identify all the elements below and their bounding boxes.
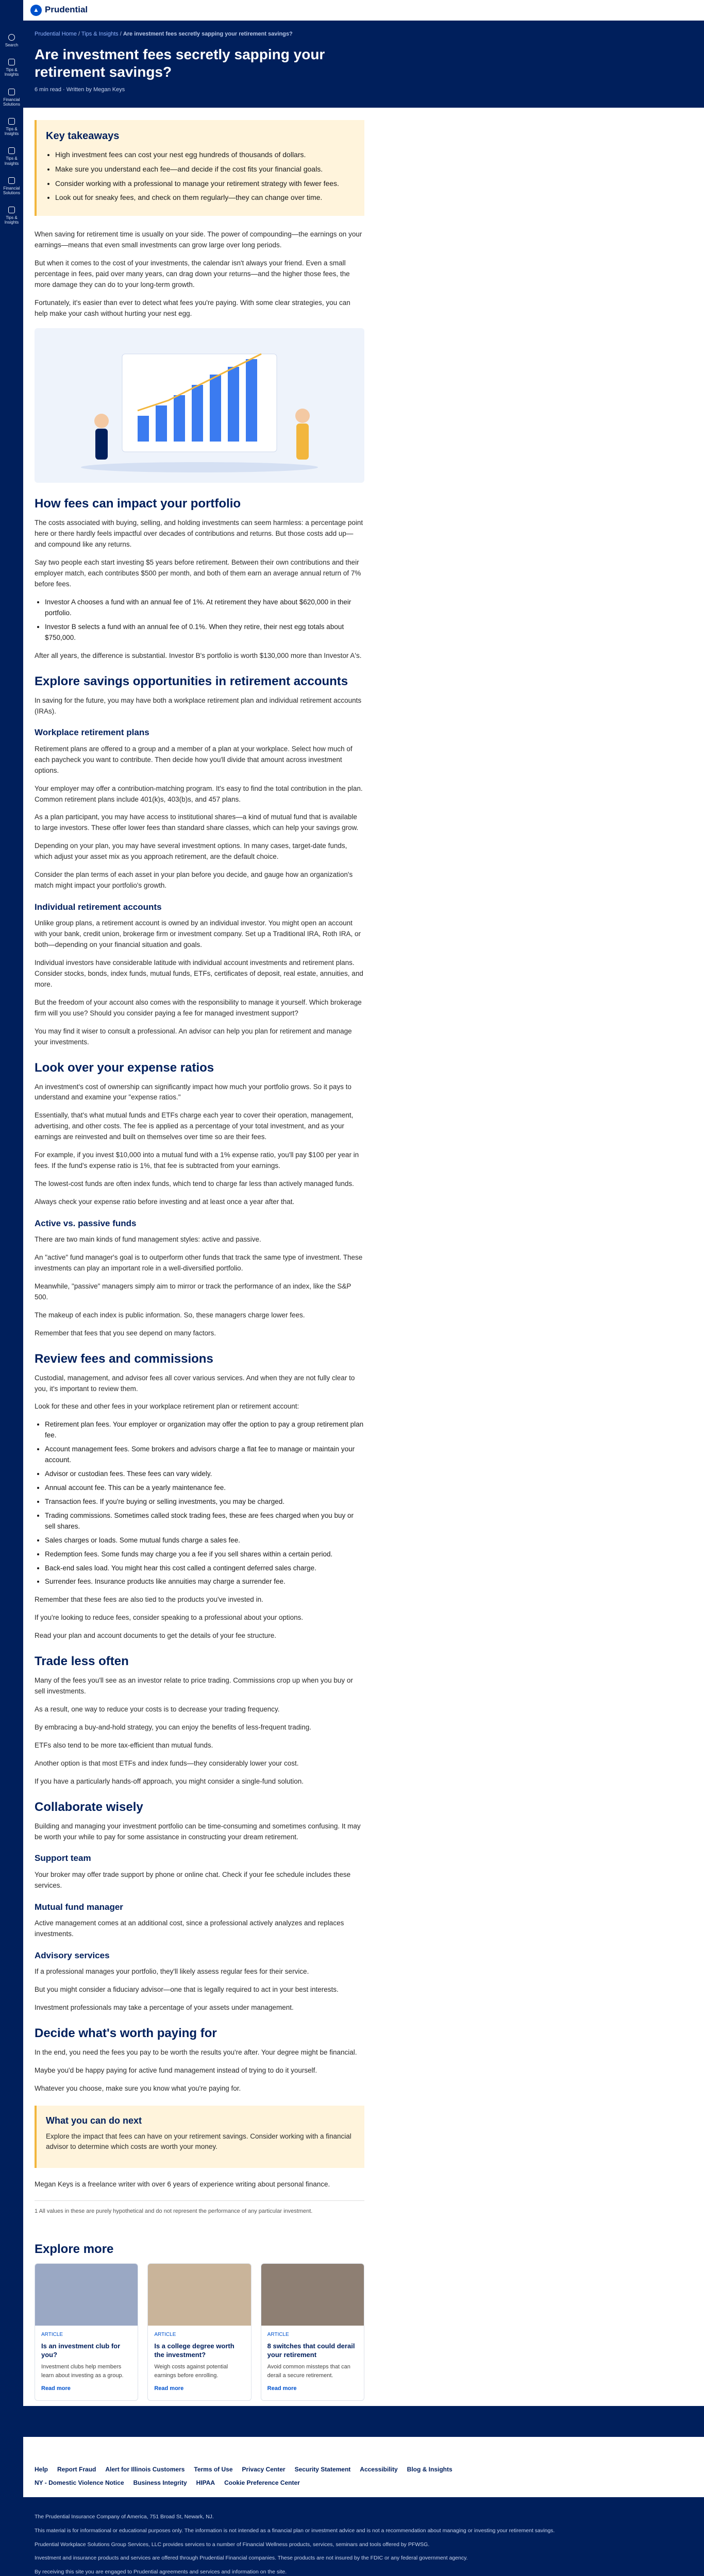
rail-item-tips-2[interactable]: Tips & Insights bbox=[0, 113, 23, 142]
list-item: • Annual account fee. This can be a yearly maintenance fee. bbox=[45, 1483, 364, 1494]
card-tag: ARTICLE bbox=[154, 2332, 176, 2338]
section-heading: Trade less often bbox=[35, 1654, 129, 1669]
rail-item-tips-3[interactable]: Tips & Insights bbox=[0, 142, 23, 172]
footer-links bbox=[23, 2458, 704, 2497]
rock-icon: ▲ bbox=[30, 5, 42, 16]
paragraph: ETFs also tend to be more tax-efficient than mutual funds. bbox=[35, 1741, 213, 1749]
paragraph: There are two main kinds of fund management styles: active and passive. bbox=[35, 1235, 261, 1244]
footer-link-report-fraud[interactable]: Report Fraud bbox=[57, 2465, 96, 2473]
next-steps-box bbox=[35, 2106, 364, 2168]
footer-link-terms[interactable]: Terms of Use bbox=[194, 2465, 233, 2473]
card-text: Investment clubs help members learn about investing as a group. bbox=[41, 2363, 124, 2379]
card-title: 8 switches that could derail your retirement bbox=[267, 2342, 355, 2359]
paragraph: If a professional manages your portfolio, they'll likely assess regular fees for their service. bbox=[35, 1968, 309, 1976]
paragraph: Maybe you'd be happy paying for active fund management instead of trying to do it yourself. bbox=[35, 2066, 317, 2074]
hero bbox=[23, 21, 704, 108]
card-image bbox=[148, 2264, 250, 2326]
lightbulb-icon bbox=[8, 207, 15, 213]
takeaway-item: • Look out for sneaky fees, and check on them regularly—they can change over time. bbox=[55, 192, 355, 204]
paragraph: But you might consider a fiduciary advisor—one that is legally required to act in your best interests. bbox=[35, 1986, 339, 1994]
paragraph: Always check your expense ratio before investing and at least once a year after that. bbox=[35, 1197, 295, 1206]
paragraph: Another option is that most ETFs and index funds—they considerably lower your cost. bbox=[35, 1759, 299, 1767]
paragraph: In saving for the future, you may have both a workplace retirement plan and individual retirement accounts (IRAs). bbox=[35, 696, 362, 715]
next-steps-text: Explore the impact that fees can have on your retirement savings. Consider working with a financial advisor to determine which costs are worth your money. bbox=[46, 2132, 351, 2151]
hero-illustration bbox=[35, 328, 364, 483]
paragraph: Your employer may offer a contribution-matching program. It's easy to find the total contribution in the plan. Common retirement plans include 401(k)s, 403(b)s, and 457 plans. bbox=[35, 784, 363, 803]
card-text: Weigh costs against potential earnings before enrolling. bbox=[154, 2363, 228, 2379]
list-item: • Account management fees. Some brokers and advisors charge a flat fee to manage or maintain your account. bbox=[45, 1444, 364, 1466]
takeaway-item: • High investment fees can cost your nest egg hundreds of thousands of dollars. bbox=[55, 149, 355, 161]
legal-text: By receiving this site you are engaged to Prudential agreements and services and information on the site. bbox=[35, 2569, 287, 2575]
prudential-logo[interactable]: ▲ Prudential bbox=[30, 3, 88, 16]
footer-link-accessibility[interactable]: Accessibility bbox=[360, 2465, 398, 2473]
legal-text: Investment and insurance products and services are offered through Prudential Financial companies. These products are not insured by the FDIC or any federal government agency. bbox=[35, 2555, 468, 2562]
list-item: • Redemption fees. Some funds may charge you a fee if you sell shares within a certain period. bbox=[45, 1549, 364, 1560]
paragraph: Meanwhile, "passive" managers simply aim to mirror or track the performance of an index, like the S&P 500. bbox=[35, 1282, 351, 1301]
rail-item-tips-4[interactable]: Tips & Insights bbox=[0, 201, 23, 231]
footer-link-security[interactable]: Security Statement bbox=[294, 2465, 351, 2473]
paragraph: Custodial, management, and advisor fees all cover various services. And when they are not fully clear to you, it's important to review them. bbox=[35, 1374, 355, 1393]
card-text: Avoid common missteps that can derail a secure retirement. bbox=[267, 2363, 350, 2379]
paragraph: As a plan participant, you may have access to institutional shares—a kind of mutual fund that is available to large investors. These offer lower fees than standard share classes, which can help your savings grow. bbox=[35, 813, 359, 832]
legal-text: Prudential Workplace Solutions Group Services, LLC provides services to a number of Financial Wellness products, services, seminars and tools offered by PFWSG. bbox=[35, 2541, 430, 2548]
paragraph: After all years, the difference is substantial. Investor B's portfolio is worth $130,000 more than Investor A's. bbox=[35, 651, 362, 659]
paragraph: Whatever you choose, make sure you know what you're paying for. bbox=[35, 2084, 241, 2092]
paragraph: An "active" fund manager's goal is to outperform other funds that track the same type of investment. These investments can play an important role in a well-diversified portfolio. bbox=[35, 1253, 363, 1272]
section-heading: Decide what's worth paying for bbox=[35, 2026, 217, 2040]
paragraph: You may find it wiser to consult a professional. An advisor can help you plan for retirement and manage your investments. bbox=[35, 1027, 352, 1046]
paragraph: Say two people each start investing $5 years before retirement. Between their own contributions and their employer match, each contributes $500 per month, and both of them earn an average annual return of 7% before fees. bbox=[35, 558, 361, 588]
paragraph: If you're looking to reduce fees, consider speaking to a professional about your options. bbox=[35, 1614, 304, 1622]
section-heading: Explore savings opportunities in retirement accounts bbox=[35, 674, 348, 688]
breadcrumb: Prudential Home / Tips & Insights / Are investment fees secretly sapping your retirement savings? bbox=[35, 31, 293, 37]
paragraph: The costs associated with buying, selling, and holding investments can seem harmless: a percentage point here or there hardly feels impactful over decades of contributions and returns. But those costs add up—and compound like any returns. bbox=[35, 519, 363, 549]
footer-link-blog[interactable]: Blog & Insights bbox=[407, 2465, 452, 2473]
paragraph: Depending on your plan, you may have several investment options. In many cases, target-date funds, which adjust your asset mix as you approach retirement, are the default choice. bbox=[35, 842, 347, 861]
list-item: • Advisor or custodian fees. These fees can vary widely. bbox=[45, 1469, 364, 1480]
paragraph: The lowest-cost funds are often index funds, which tend to charge far less than actively managed funds. bbox=[35, 1179, 354, 1188]
breadcrumb-home[interactable]: Prudential Home bbox=[35, 31, 77, 37]
subsection-heading: Workplace retirement plans bbox=[35, 727, 149, 738]
section-heading: Collaborate wisely bbox=[35, 1800, 143, 1814]
list-item: • Transaction fees. If you're buying or selling investments, you may be charged. bbox=[45, 1497, 364, 1507]
footer-link-cookie[interactable]: Cookie Preference Center bbox=[224, 2479, 300, 2487]
intro-paragraph: When saving for retirement time is usually on your side. The power of compounding—the earnings on your earnings—means that even small investments can grow large over long periods. bbox=[35, 230, 362, 249]
paragraph: By embracing a buy-and-hold strategy, you can enjoy the benefits of less-frequent trading. bbox=[35, 1723, 312, 1731]
footer-link-hipaa[interactable]: HIPAA bbox=[196, 2479, 215, 2487]
paragraph: Consider the plan terms of each asset in your plan before you decide, and gauge how an organization's match might impact your portfolio's growth. bbox=[35, 871, 353, 890]
paragraph: Remember that fees that you see depend on many factors. bbox=[35, 1329, 216, 1337]
subsection-heading: Mutual fund manager bbox=[35, 1902, 123, 1912]
card-title: Is a college degree worth the investment? bbox=[154, 2342, 234, 2359]
left-rail bbox=[0, 0, 23, 2576]
next-steps-title: What you can do next bbox=[46, 2115, 142, 2126]
paragraph: If you have a particularly hands-off approach, you might consider a single-fund solution. bbox=[35, 1777, 304, 1785]
intro-paragraph: But when it comes to the cost of your investments, the calendar isn't always your friend. Even a small percentage in fees, paid over many years, can drag down your returns—and the higher those fees, the more damage they can do to your long-term growth. bbox=[35, 259, 350, 289]
subsection-heading: Individual retirement accounts bbox=[35, 902, 162, 912]
section-heading: Review fees and commissions bbox=[35, 1351, 213, 1366]
rail-item-tips[interactable]: Tips & Insights bbox=[0, 54, 23, 83]
page-title: Are investment fees secretly sapping your retirement savings? bbox=[35, 46, 325, 80]
card-tag: ARTICLE bbox=[41, 2332, 63, 2338]
paragraph: Retirement plans are offered to a group and a member of a plan at your workplace. Select how much of each paycheck you want to contribute. Then decide how you'll divide that amount across investment options. bbox=[35, 744, 353, 774]
breadcrumb-tips[interactable]: Tips & Insights bbox=[81, 31, 119, 37]
section-heading: How fees can impact your portfolio bbox=[35, 497, 241, 511]
legal-text: The Prudential Insurance Company of America, 751 Broad St, Newark, NJ. bbox=[35, 2513, 214, 2520]
list-item: • Back-end sales load. You might hear this cost called a contingent deferred sales charge. bbox=[45, 1563, 364, 1574]
subsection-heading: Support team bbox=[35, 1853, 91, 1863]
card-image bbox=[35, 2264, 138, 2326]
legal-footer bbox=[23, 2497, 704, 2576]
card-link[interactable]: Read more bbox=[154, 2385, 184, 2392]
rail-item-solutions-2[interactable]: Financial Solutions bbox=[0, 172, 23, 201]
article-body bbox=[23, 108, 704, 2236]
breadcrumb-current: Are investment fees secretly sapping your retirement savings? bbox=[123, 31, 293, 37]
footer-link-privacy[interactable]: Privacy Center bbox=[242, 2465, 286, 2473]
article-meta: 6 min read · Written by Megan Keys bbox=[35, 87, 125, 93]
paragraph: Your broker may offer trade support by phone or online chat. Check if your fee schedule includes these services. bbox=[35, 1870, 351, 1889]
paragraph: For example, if you invest $10,000 into a mutual fund with a 1% expense ratio, you'll pay $100 per year in fees. If the fund's expense ratio is 1%, that fee is subtracted from your earnings. bbox=[35, 1151, 359, 1170]
paragraph: Building and managing your investment portfolio can be time-consuming and sometimes confusing. It may be worth your while to pay for some assistance in constructing your dream retirement. bbox=[35, 1822, 361, 1841]
lightbulb-icon bbox=[8, 118, 15, 125]
paragraph: In the end, you need the fees you pay to be worth the results you're after. Your degree might be financial. bbox=[35, 2048, 357, 2056]
card-image bbox=[261, 2264, 364, 2326]
explore-more bbox=[23, 2236, 704, 2457]
article-card[interactable] bbox=[261, 2263, 364, 2400]
lightbulb-icon bbox=[8, 147, 15, 154]
list-item: • Sales charges or loads. Some mutual funds charge a sales fee. bbox=[45, 1535, 364, 1546]
paragraph: Essentially, that's what mutual funds and ETFs charge each year to cover their operation, management, advertising, and other costs. The fee is applied as a percentage of your total investment, and as your earnings are reinvested and built on themselves over time so are their fees. bbox=[35, 1111, 354, 1141]
card-link[interactable]: Read more bbox=[267, 2385, 297, 2392]
lightbulb-icon bbox=[8, 59, 15, 65]
section-heading: Look over your expense ratios bbox=[35, 1060, 214, 1075]
list-item: • Investor B selects a fund with an annual fee of 0.1%. When they retire, their nest egg totals about $750,000. bbox=[45, 622, 364, 643]
article-card[interactable] bbox=[147, 2263, 251, 2400]
article-card[interactable] bbox=[35, 2263, 138, 2400]
footer-link-ny-notice[interactable]: NY - Domestic Violence Notice bbox=[35, 2479, 124, 2487]
paragraph: An investment's cost of ownership can significantly impact how much your portfolio grows. So it pays to understand and examine your "expense ratios." bbox=[35, 1082, 351, 1101]
paragraph: Investment professionals may take a percentage of your assets under management. bbox=[35, 2003, 294, 2011]
growth-chart-illustration bbox=[35, 328, 364, 483]
takeaway-item: • Make sure you understand each fee—and decide if the cost fits your financial goals. bbox=[55, 164, 355, 175]
list-item: • Surrender fees. Insurance products like annuities may charge a surrender fee. bbox=[45, 1577, 364, 1587]
paragraph: Remember that these fees are also tied to the products you've invested in. bbox=[35, 1596, 263, 1604]
share-bar bbox=[23, 2406, 704, 2437]
list-item: • Investor A chooses a fund with an annual fee of 1%. At retirement they have about $620,000 in their portfolio. bbox=[45, 597, 364, 619]
intro-paragraph: Fortunately, it's easier than ever to detect what fees you're paying. With some clear strategies, you can help make your cash without hurting your nest egg. bbox=[35, 298, 350, 317]
card-link[interactable]: Read more bbox=[41, 2385, 71, 2392]
takeaway-item: • Consider working with a professional to manage your retirement strategy with fewer fees. bbox=[55, 178, 355, 190]
briefcase-icon bbox=[8, 89, 15, 95]
explore-heading: Explore more bbox=[35, 2242, 114, 2257]
subsection-heading: Active vs. passive funds bbox=[35, 1218, 137, 1228]
paragraph: Active management comes at an additional cost, since a professional actively analyzes and replaces investments. bbox=[35, 1919, 344, 1938]
paragraph: Many of the fees you'll see as an investor relate to price trading. Commissions crop up when you buy or sell investments. bbox=[35, 1676, 353, 1696]
footer-link-business-integrity[interactable]: Business Integrity bbox=[133, 2479, 187, 2487]
key-takeaways-title: Key takeaways bbox=[46, 130, 120, 142]
paragraph: As a result, one way to reduce your costs is to decrease your trading frequency. bbox=[35, 1705, 280, 1713]
search-icon bbox=[8, 34, 15, 41]
key-takeaways bbox=[35, 120, 364, 216]
paragraph: Read your plan and account documents to get the details of your fee structure. bbox=[35, 1632, 277, 1640]
legal-text: This material is for informational or educational purposes only. The information is not intended as a financial plan or investment advice and is not a recommendation about managing or investing your retirement savings. bbox=[35, 2527, 555, 2534]
footer-link-help[interactable]: Help bbox=[35, 2465, 48, 2473]
paragraph: The makeup of each index is public information. So, these managers charge lower fees. bbox=[35, 1311, 305, 1319]
paragraph: Individual investors have considerable latitude with individual account investments and retirement plans. Consider stocks, bonds, index funds, mutual funds, ETFs, certificates of deposit, real estate, annuities, and more. bbox=[35, 959, 363, 988]
author-bio: Megan Keys is a freelance writer with over 6 years of experience writing about personal finance. bbox=[35, 2180, 330, 2189]
paragraph: But the freedom of your account also comes with the responsibility to manage it yourself. Which brokerage firm will you use? Should you consider paying a fee for managed investment support? bbox=[35, 998, 362, 1017]
rail-item-solutions[interactable]: Financial Solutions bbox=[0, 83, 23, 113]
subsection-heading: Advisory services bbox=[35, 1950, 110, 1960]
footer-link-illinois-alert[interactable]: Alert for Illinois Customers bbox=[105, 2465, 185, 2473]
card-tag: ARTICLE bbox=[267, 2332, 289, 2338]
rail-item-search[interactable]: Search bbox=[0, 29, 23, 54]
list-item: • Trading commissions. Sometimes called stock trading fees, these are fees charged when you buy or sell shares. bbox=[45, 1511, 364, 1532]
disclaimer: 1 All values in these are purely hypothetical and do not represent the performance of any particular investment. bbox=[35, 2200, 364, 2216]
top-bar bbox=[23, 0, 704, 21]
list-item: • Retirement plan fees. Your employer or organization may offer the option to pay a group retirement plan fee. bbox=[45, 1419, 364, 1441]
paragraph: Look for these and other fees in your workplace retirement plan or retirement account: bbox=[35, 1402, 299, 1411]
paragraph: Unlike group plans, a retirement account is owned by an individual investor. You might open an account with your bank, credit union, brokerage firm or investment company. Set up a Traditional IRA, Roth IRA, or both—depending on your financial situation and goals. bbox=[35, 919, 361, 949]
card-title: Is an investment club for you? bbox=[41, 2342, 121, 2359]
briefcase-icon bbox=[8, 177, 15, 184]
